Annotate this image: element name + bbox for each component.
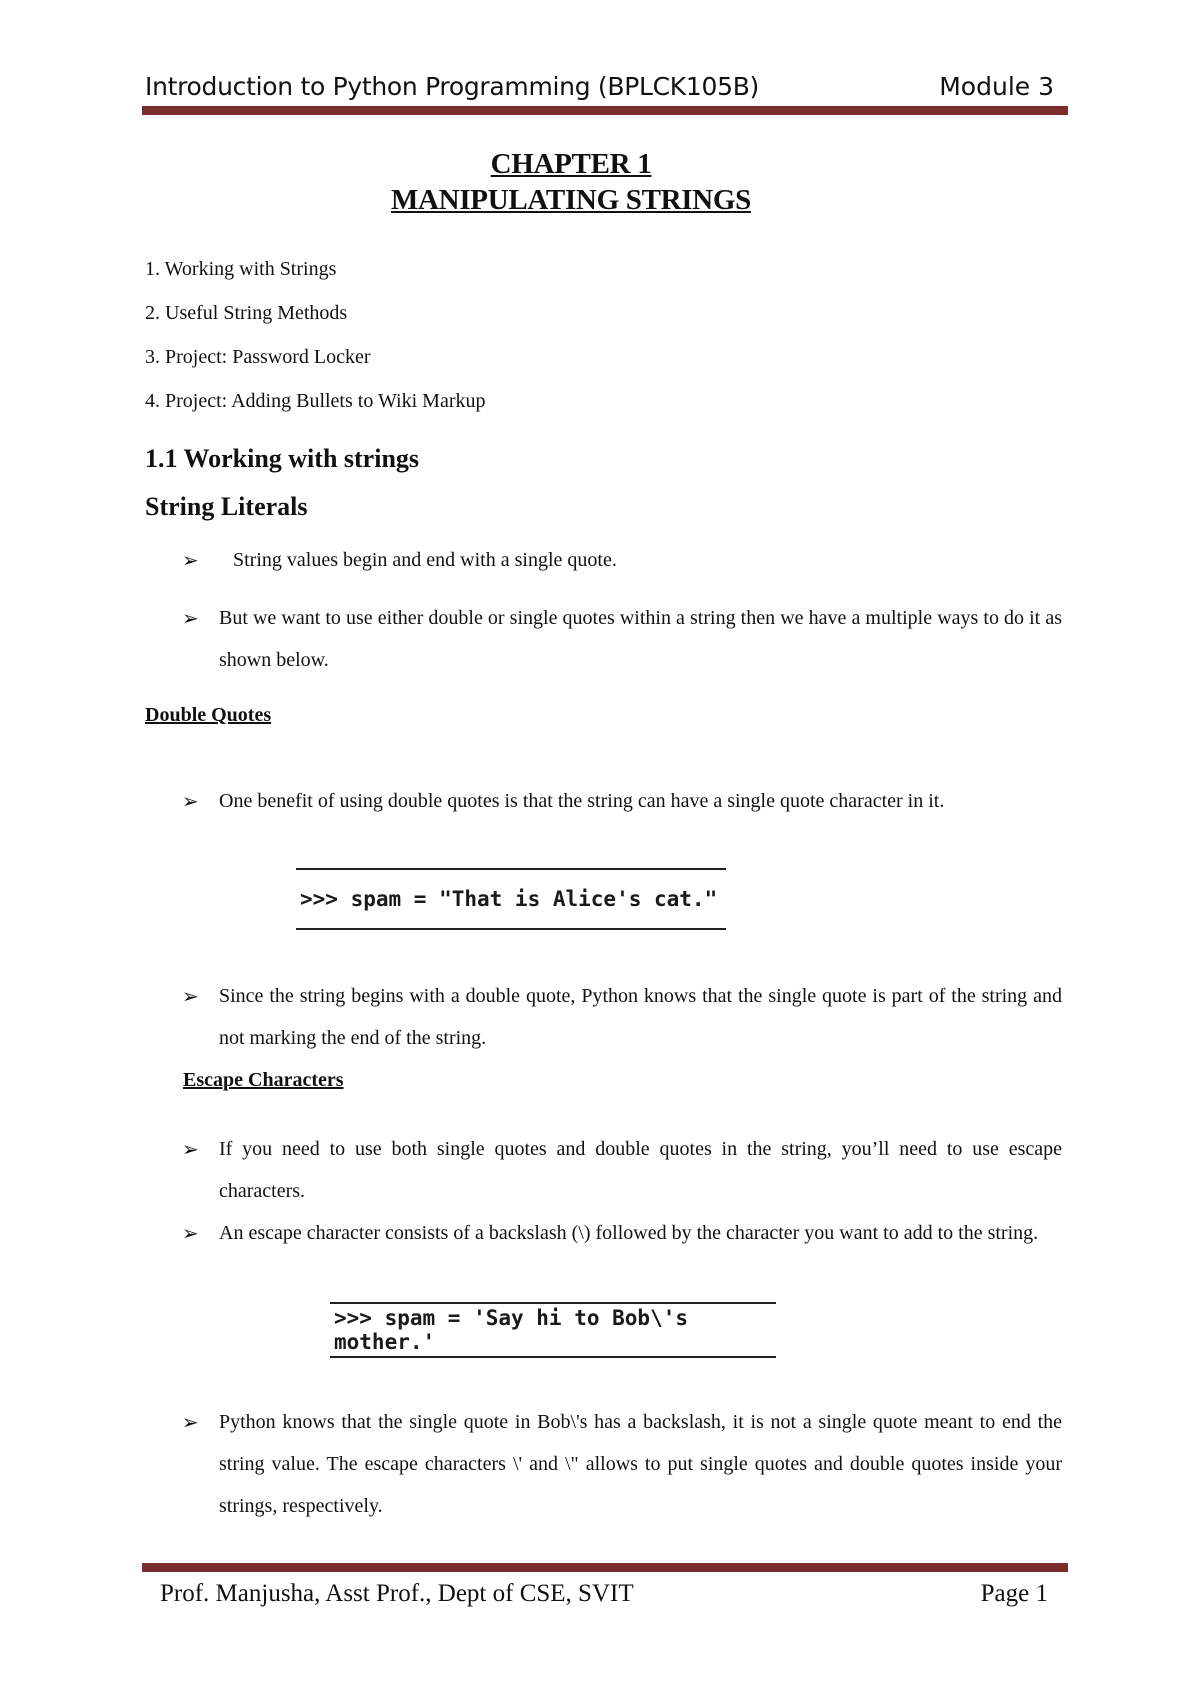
bullet-double-2-text: Since the string begins with a double quote, Python knows that the single quote is part of the string and not marking the end of the string. xyxy=(219,985,1062,1049)
escape-characters-heading: Escape Characters xyxy=(183,1069,344,1091)
bullet-escape-1-text: If you need to use both single quotes and double quotes in the string, you’ll need to use escape characters. xyxy=(219,1138,1062,1202)
code-sample-escape: >>> spam = 'Say hi to Bob\'s mother.' xyxy=(330,1302,776,1358)
header-course-title: Introduction to Python Programming (BPLCK105B) xyxy=(145,72,760,101)
bullet-escape-2-text: An escape character consists of a backslash (\) followed by the character you want to add to the string. xyxy=(219,1222,1039,1244)
arrow-bullet-icon: ➢ xyxy=(182,548,199,572)
header-module: Module 3 xyxy=(939,72,1054,101)
bullet-literal-1 xyxy=(182,539,1062,581)
code-sample-double-quotes: >>> spam = "That is Alice's cat." xyxy=(296,868,726,930)
arrow-bullet-icon: ➢ xyxy=(182,606,199,630)
toc-item-1: 1. Working with Strings xyxy=(145,258,337,280)
toc-item-3: 3. Project: Password Locker xyxy=(145,346,371,368)
bullet-literal-2 xyxy=(182,597,1062,681)
arrow-bullet-icon: ➢ xyxy=(182,984,199,1008)
footer-page-number: Page 1 xyxy=(980,1580,1048,1607)
bullet-escape-1 xyxy=(182,1128,1062,1212)
bullet-literal-2-text: But we want to use either double or single quotes within a string then we have a multiple ways to do it as shown below. xyxy=(219,607,1062,671)
bullet-double-2 xyxy=(182,975,1062,1059)
section-subtitle: String Literals xyxy=(145,492,308,521)
bullet-double-1-text: One benefit of using double quotes is that the string can have a single quote character in it. xyxy=(219,790,945,812)
chapter-number: CHAPTER 1 xyxy=(490,148,652,180)
toc-item-2: 2. Useful String Methods xyxy=(145,302,348,324)
footer-author: Prof. Manjusha, Asst Prof., Dept of CSE, SVIT xyxy=(160,1580,634,1607)
toc-item-4: 4. Project: Adding Bullets to Wiki Markup xyxy=(145,390,486,412)
bullet-literal-1-text: String values begin and end with a single quote. xyxy=(233,549,617,571)
arrow-bullet-icon: ➢ xyxy=(182,789,199,813)
bullet-escape-2 xyxy=(182,1212,1062,1254)
bullet-double-1 xyxy=(182,788,1062,814)
arrow-bullet-icon: ➢ xyxy=(182,1137,199,1161)
arrow-bullet-icon: ➢ xyxy=(182,1221,199,1245)
bullet-escape-3 xyxy=(182,1401,1062,1527)
chapter-title: MANIPULATING STRINGS xyxy=(390,184,752,216)
header-rule xyxy=(142,106,1068,115)
double-quotes-heading: Double Quotes xyxy=(145,704,272,726)
bullet-escape-3-text: Python knows that the single quote in Bob\'s has a backslash, it is not a single quote meant to end the string value. The escape characters \' and \" allows to put single quotes and double quotes inside your strings, respectively. xyxy=(219,1411,1062,1517)
footer-rule xyxy=(142,1563,1068,1572)
arrow-bullet-icon: ➢ xyxy=(182,1410,199,1434)
section-title: 1.1 Working with strings xyxy=(145,444,420,473)
